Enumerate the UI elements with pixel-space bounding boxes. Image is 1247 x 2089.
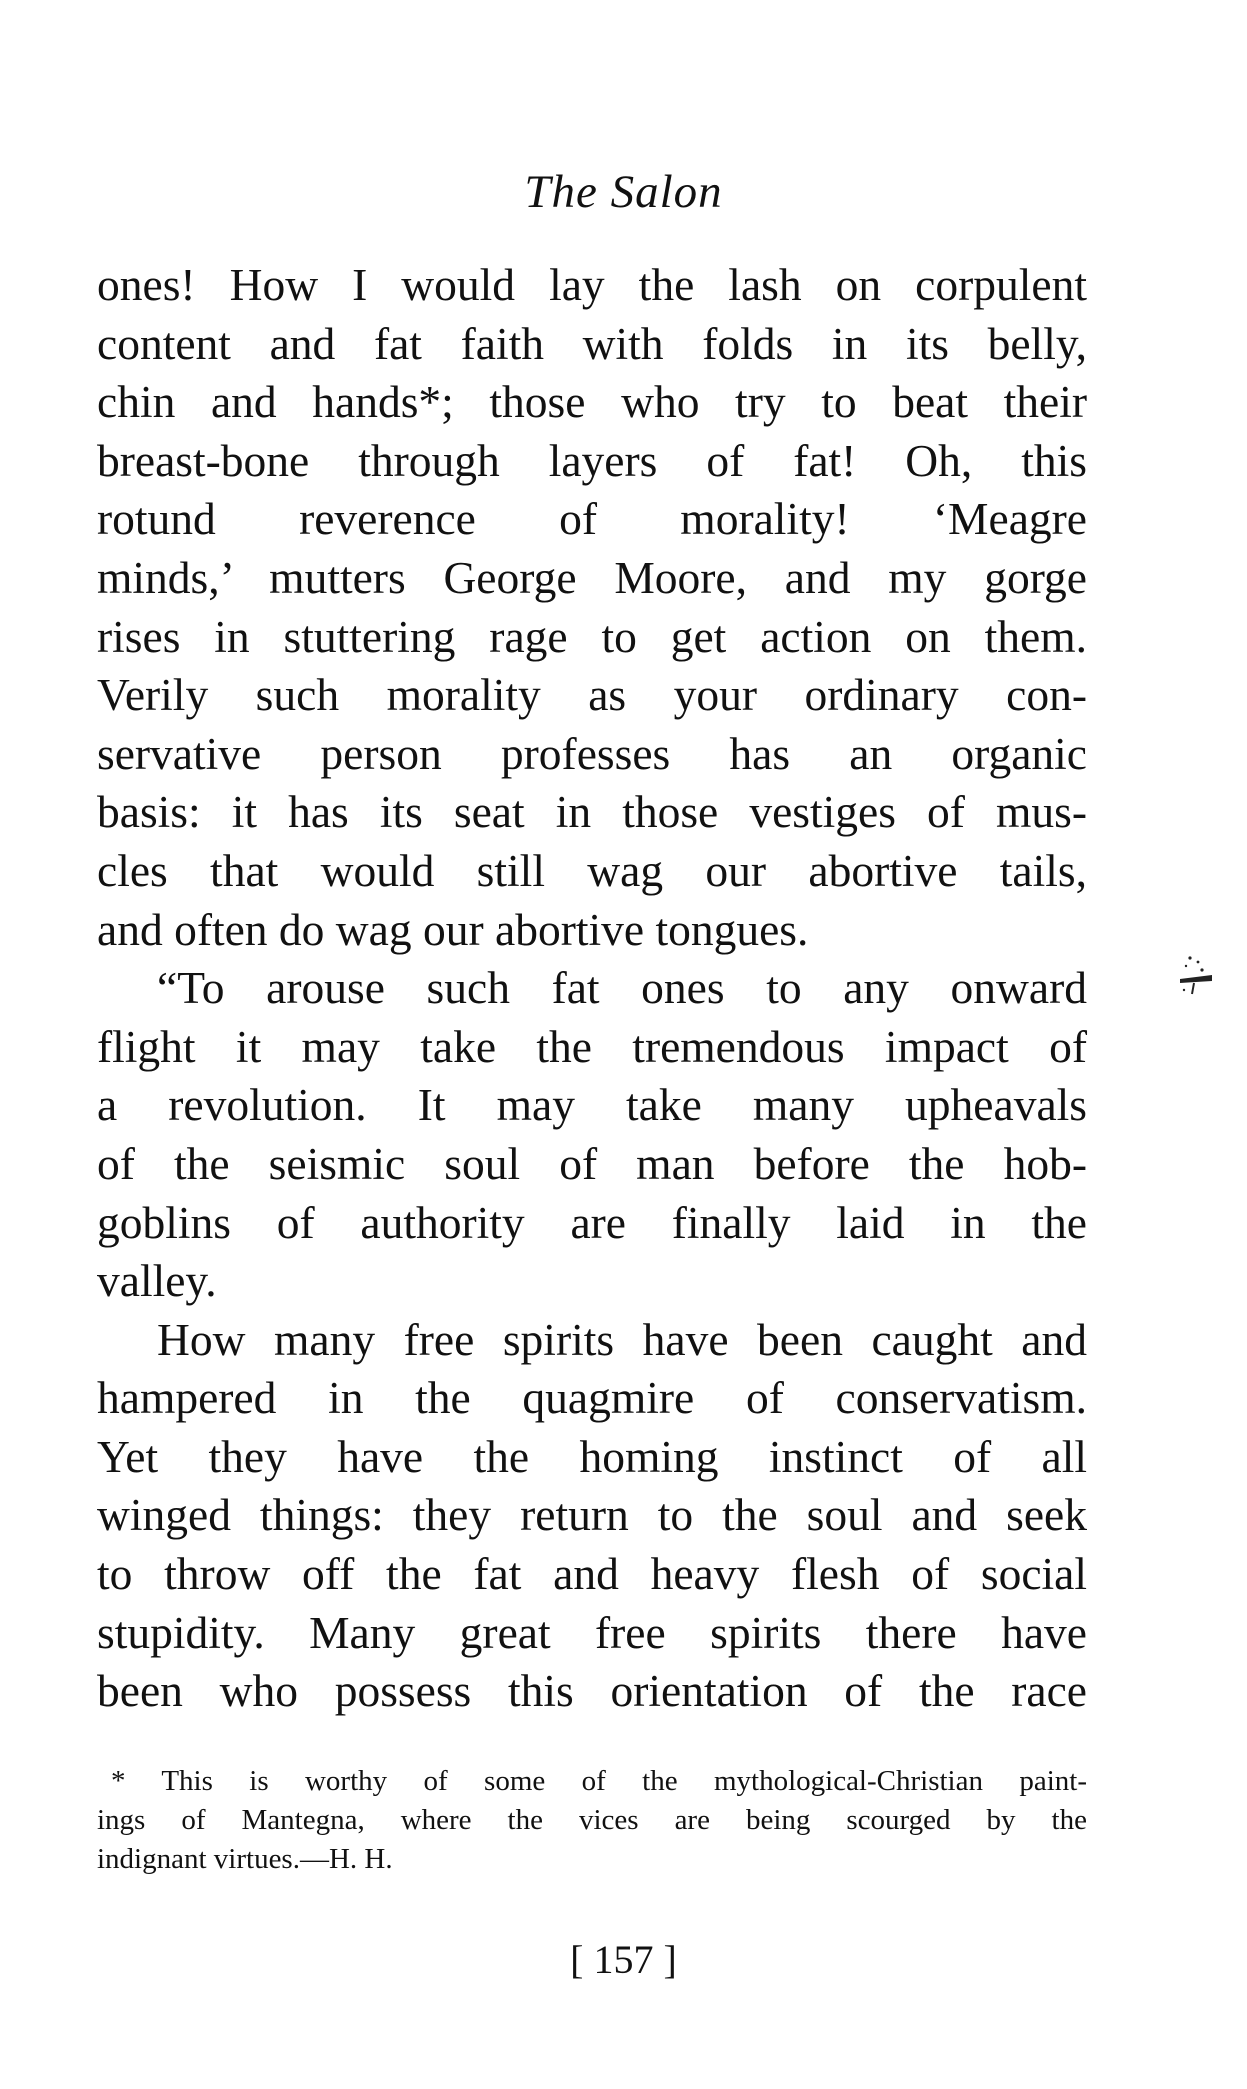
text-line: been who possess this orientation of the race <box>97 1665 1087 1717</box>
text-line: Verily such morality as your ordinary con- <box>97 669 1087 721</box>
text-line: How many free spirits have been caught and <box>157 1313 1087 1365</box>
running-head: The Salon <box>524 166 723 218</box>
text-line: cles that would still wag our abortive tails, <box>97 844 1087 896</box>
footnote-line: indignant virtues.—H. H. <box>97 1843 393 1875</box>
text-line: stupidity. Many great free spirits there have <box>97 1606 1087 1658</box>
text-line: rotund reverence of morality! ‘Meagre <box>97 493 1087 545</box>
margin-ink-mark <box>1176 952 1216 998</box>
text-line: a revolution. It may take many upheavals <box>97 1079 1087 1131</box>
text-line: Yet they have the homing instinct of all <box>97 1430 1087 1482</box>
text-line: “To arouse such fat ones to any onward <box>157 962 1087 1014</box>
text-line: basis: it has its seat in those vestiges of mus- <box>97 786 1087 838</box>
text-line: goblins of authority are finally laid in the <box>97 1196 1087 1248</box>
text-line: of the seismic soul of man before the hob- <box>97 1137 1087 1189</box>
text-line: ones! How I would lay the lash on corpulent <box>97 259 1087 310</box>
text-line: valley. <box>97 1255 217 1307</box>
text-line: chin and hands*; those who try to beat their <box>97 376 1087 428</box>
text-line: to throw off the fat and heavy flesh of social <box>97 1548 1087 1600</box>
text-line: minds,’ mutters George Moore, and my gorge <box>97 551 1087 603</box>
footnote <box>97 1762 1087 1879</box>
text-line: flight it may take the tremendous impact of <box>97 1020 1087 1072</box>
text-line: content and fat faith with folds in its belly, <box>97 317 1087 369</box>
text-line: servative person professes has an organic <box>97 727 1087 779</box>
text-line: breast-bone through layers of fat! Oh, this <box>97 434 1087 486</box>
footnote-line: ings of Mantegna, where the vices are being scourged by the <box>97 1804 1087 1836</box>
page-number: [ 157 ] <box>570 1937 677 1982</box>
body-text <box>97 256 1087 1721</box>
text-line: and often do wag our abortive tongues. <box>97 903 809 955</box>
text-line: rises in stuttering rage to get action on them. <box>97 610 1087 662</box>
text-line: winged things: they return to the soul and seek <box>97 1489 1087 1541</box>
footnote-line: * This is worthy of some of the mythological-Christian paint- <box>111 1765 1087 1797</box>
text-line: hampered in the quagmire of conservatism. <box>97 1372 1087 1424</box>
